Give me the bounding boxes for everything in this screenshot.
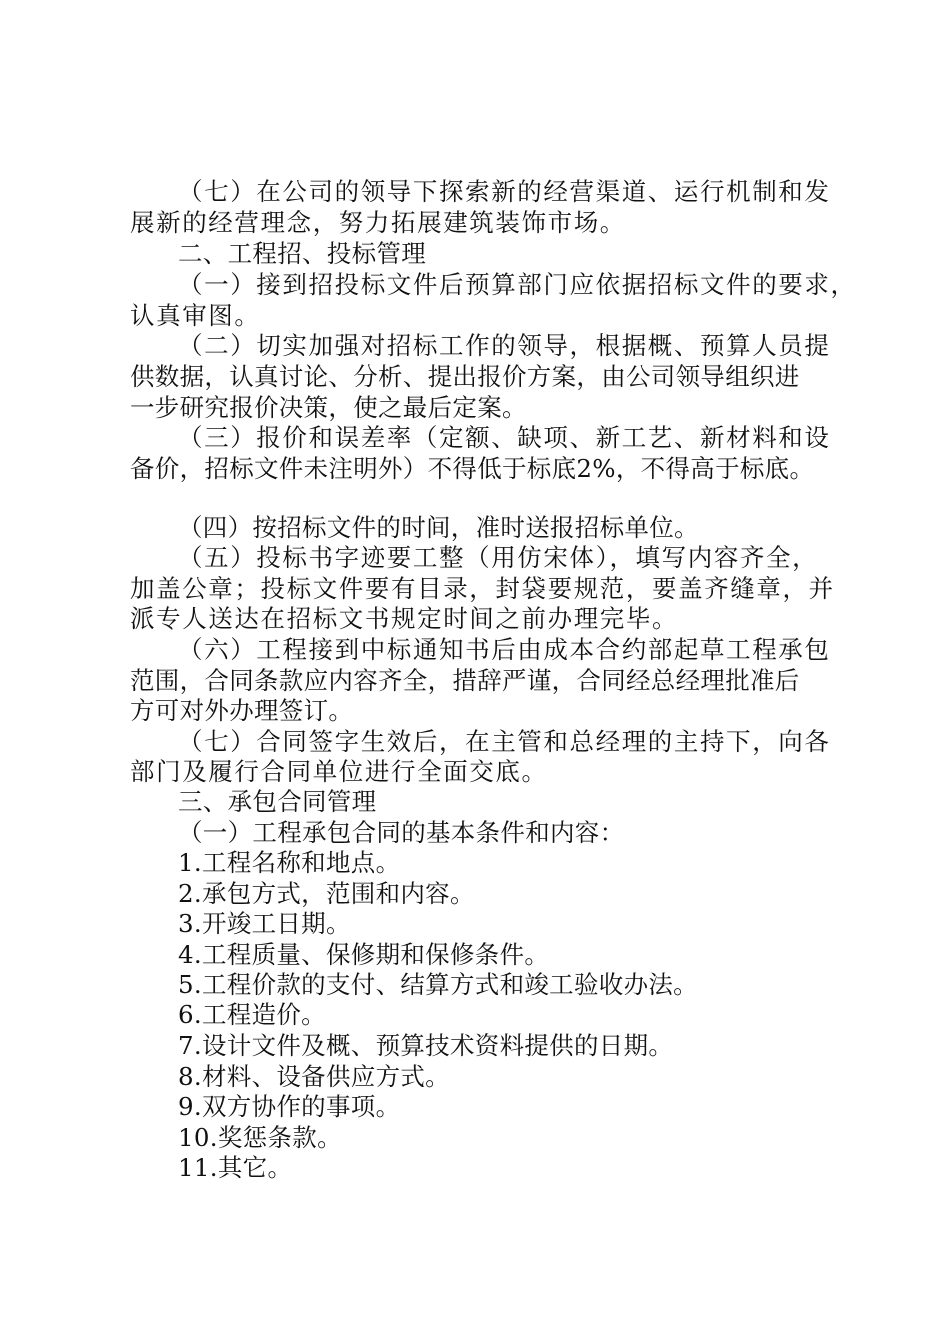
list-item: 8.材料、设备供应方式。	[178, 1062, 450, 1091]
list-item: 5.工程价款的支付、结算方式和竣工验收办法。	[178, 970, 698, 999]
paragraph-line: （六）工程接到中标通知书后由成本合约部起草工程承包	[178, 635, 831, 664]
paragraph-line: （二）切实加强对招标工作的领导，根据概、预算人员提	[178, 331, 831, 360]
list-item: 11.其它。	[178, 1153, 293, 1182]
list-item: 4.工程质量、保修期和保修条件。	[178, 940, 550, 969]
paragraph-line: （七）在公司的领导下探索新的经营渠道、运行机制和发	[178, 177, 831, 206]
paragraph-line: 范围，合同条款应内容齐全，措辞严谨，合同经总经理批准后	[130, 666, 800, 695]
paragraph-line: 认真审图。	[130, 301, 261, 330]
paragraph-line: 一步研究报价决策，使之最后定案。	[130, 393, 527, 422]
list-item: 3.开竣工日期。	[178, 909, 351, 938]
paragraph-line: 供数据，认真讨论、分析、提出报价方案，由公司领导组织进	[130, 362, 800, 391]
section-heading: 三、承包合同管理	[178, 787, 377, 816]
paragraph-line: 加盖公章；投标文件要有目录，封袋要规范，要盖齐缝章，并	[130, 574, 835, 603]
paragraph-line: （七）合同签字生效后，在主管和总经理的主持下，向各	[178, 727, 831, 756]
list-item: 9.双方协作的事项。	[178, 1092, 401, 1121]
list-item: 2.承包方式，范围和内容。	[178, 879, 475, 908]
list-item: 6.工程造价。	[178, 1000, 326, 1029]
paragraph-line: 方可对外办理签订。	[130, 696, 354, 725]
paragraph-line: 展新的经营理念，努力拓展建筑装饰市场。	[130, 208, 626, 237]
paragraph-line: （四）按招标文件的时间，准时送报招标单位。	[178, 513, 699, 542]
paragraph-line: （一）工程承包合同的基本条件和内容：	[178, 818, 625, 847]
paragraph-line: 派专人送达在招标文书规定时间之前办理完毕。	[130, 604, 679, 633]
paragraph-line: （五）投标书字迹要工整（用仿宋体），填写内容齐全，	[178, 543, 819, 572]
list-item: 7.设计文件及概、预算技术资料提供的日期。	[178, 1031, 674, 1060]
paragraph-line: （一）接到招投标文件后预算部门应依据招标文件的要求，	[178, 270, 857, 299]
list-item: 10.奖惩条款。	[178, 1123, 342, 1152]
paragraph-line: 部门及履行合同单位进行全面交底。	[130, 757, 548, 786]
section-heading: 二、工程招、投标管理	[178, 239, 426, 268]
paragraph-line: 备价，招标文件未注明外）不得低于标底2%，不得高于标底。	[130, 454, 815, 483]
paragraph-line: （三）报价和误差率（定额、缺项、新工艺、新材料和设	[178, 423, 831, 452]
list-item: 1.工程名称和地点。	[178, 848, 401, 877]
